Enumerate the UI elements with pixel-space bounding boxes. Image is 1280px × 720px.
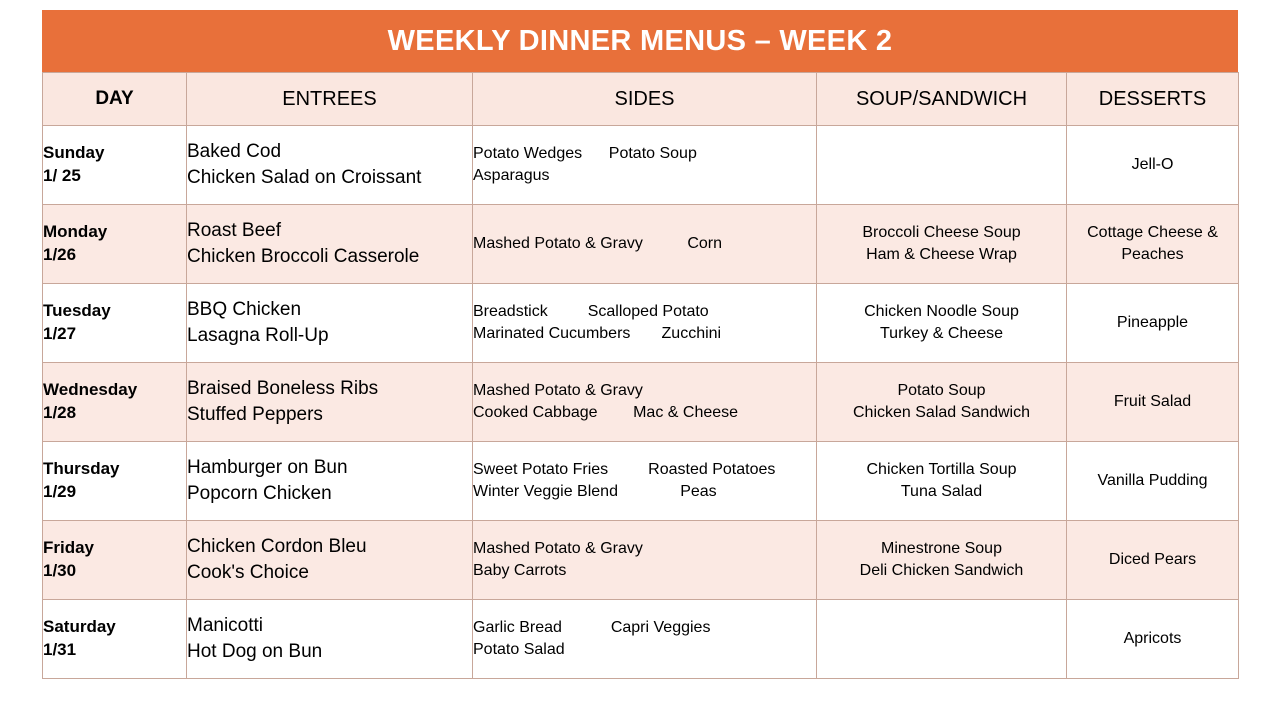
cell-entrees-line: Chicken Salad on Croissant xyxy=(187,167,422,188)
cell-day xyxy=(43,521,187,600)
cell-entrees xyxy=(187,126,473,205)
cell-dessert-line: Apricots xyxy=(1123,630,1182,648)
cell-day-line: 1/31 xyxy=(43,640,77,659)
table-row xyxy=(43,126,1239,205)
cell-entrees-line: Stuffed Peppers xyxy=(187,404,323,425)
table-row xyxy=(43,442,1239,521)
cell-dessert-line: Cottage Cheese & xyxy=(1087,224,1218,242)
cell-day xyxy=(43,284,187,363)
cell-entrees-line: Lasagna Roll-Up xyxy=(187,325,329,346)
cell-sides xyxy=(473,521,817,600)
cell-entrees-line: Braised Boneless Ribs xyxy=(187,378,379,400)
cell-dessert-line: Diced Pears xyxy=(1108,551,1197,569)
cell-sides xyxy=(473,126,817,205)
cell-entrees-line: Hamburger on Bun xyxy=(187,457,348,479)
cell-soup-sandwich-line: Deli Chicken Sandwich xyxy=(859,562,1024,579)
cell-sides-line: Winter Veggie Blend Peas xyxy=(473,483,717,500)
cell-dessert xyxy=(1067,442,1239,521)
cell-entrees-line: Manicotti xyxy=(187,615,264,637)
cell-sides xyxy=(473,205,817,284)
cell-soup-sandwich-line: Ham & Cheese Wrap xyxy=(866,246,1017,263)
cell-day-line: 1/29 xyxy=(43,482,77,501)
cell-day xyxy=(43,442,187,521)
cell-day xyxy=(43,600,187,679)
cell-dessert-line: Vanilla Pudding xyxy=(1097,472,1208,490)
column-header-soup-sandwich: SOUP/SANDWICH xyxy=(817,73,1067,126)
cell-sides-line: Asparagus xyxy=(473,167,550,184)
cell-dessert xyxy=(1067,126,1239,205)
cell-sides xyxy=(473,600,817,679)
cell-sides xyxy=(473,363,817,442)
cell-soup-sandwich-line: Chicken Tortilla Soup xyxy=(866,461,1017,479)
cell-dessert xyxy=(1067,521,1239,600)
cell-soup-sandwich-line: Potato Soup xyxy=(897,382,986,400)
page-title: WEEKLY DINNER MENUS – WEEK 2 xyxy=(42,10,1238,72)
cell-sides-line: Mashed Potato & Gravy xyxy=(473,382,643,400)
cell-soup-sandwich xyxy=(817,521,1067,600)
cell-soup-sandwich xyxy=(817,126,1067,205)
table-row xyxy=(43,284,1239,363)
cell-dessert-line: Fruit Salad xyxy=(1113,393,1192,411)
cell-entrees-line: Roast Beef xyxy=(187,220,281,242)
header-row xyxy=(43,73,1239,126)
cell-day-line: Tuesday xyxy=(43,301,111,321)
cell-sides-line: Breadstick Scalloped Potato xyxy=(473,303,709,321)
cell-day xyxy=(43,126,187,205)
cell-sides-line: Garlic Bread Capri Veggies xyxy=(473,619,711,637)
cell-entrees-line: Chicken Cordon Bleu xyxy=(187,536,367,558)
cell-dessert-line: Pineapple xyxy=(1116,314,1189,332)
column-header-desserts: DESSERTS xyxy=(1067,73,1239,126)
cell-entrees xyxy=(187,521,473,600)
cell-soup-sandwich xyxy=(817,205,1067,284)
cell-day-line: Thursday xyxy=(43,459,120,479)
cell-soup-sandwich-line: Tuna Salad xyxy=(900,483,983,500)
cell-day-line: Friday xyxy=(43,538,95,558)
cell-entrees-line: Chicken Broccoli Casserole xyxy=(187,246,420,267)
cell-soup-sandwich xyxy=(817,284,1067,363)
cell-sides-line: Sweet Potato Fries Roasted Potatoes xyxy=(473,461,776,479)
cell-day-line: 1/30 xyxy=(43,561,77,580)
cell-entrees xyxy=(187,363,473,442)
table-row xyxy=(43,205,1239,284)
table-body xyxy=(43,126,1239,679)
cell-entrees-line: BBQ Chicken xyxy=(187,299,302,321)
cell-day-line: Saturday xyxy=(43,617,116,637)
cell-day-line: Wednesday xyxy=(43,380,138,400)
cell-dessert-line: Jell-O xyxy=(1131,156,1174,174)
column-header-day: DAY xyxy=(43,73,187,126)
cell-sides-line: Cooked Cabbage Mac & Cheese xyxy=(473,404,739,421)
cell-sides xyxy=(473,284,817,363)
cell-sides-line: Potato Wedges Potato Soup xyxy=(473,145,697,163)
cell-entrees-line: Baked Cod xyxy=(187,141,282,163)
cell-soup-sandwich-line: Chicken Noodle Soup xyxy=(864,303,1019,321)
cell-sides-line: Potato Salad xyxy=(473,641,565,658)
table-header xyxy=(43,73,1239,126)
cell-soup-sandwich-line: Minestrone Soup xyxy=(881,540,1002,558)
cell-soup-sandwich-line: Broccoli Cheese Soup xyxy=(862,224,1021,242)
cell-sides-line: Mashed Potato & Gravy xyxy=(473,540,643,558)
cell-dessert xyxy=(1067,284,1239,363)
cell-day-line: 1/28 xyxy=(43,403,77,422)
cell-entrees-line: Cook's Choice xyxy=(187,562,309,583)
cell-sides-line: Marinated Cucumbers Zucchini xyxy=(473,325,722,342)
cell-day-line: 1/ 25 xyxy=(43,166,81,185)
cell-entrees-line: Popcorn Chicken xyxy=(187,483,332,504)
cell-soup-sandwich-line: Chicken Salad Sandwich xyxy=(853,404,1030,421)
cell-day-line: Monday xyxy=(43,222,108,242)
cell-sides-line: Baby Carrots xyxy=(473,562,567,579)
table-row xyxy=(43,521,1239,600)
cell-day-line: Sunday xyxy=(43,143,105,163)
cell-soup-sandwich-line: Turkey & Cheese xyxy=(879,325,1003,342)
cell-dessert xyxy=(1067,363,1239,442)
cell-day-line: 1/27 xyxy=(43,324,77,343)
cell-soup-sandwich xyxy=(817,600,1067,679)
cell-dessert xyxy=(1067,205,1239,284)
cell-entrees xyxy=(187,442,473,521)
weekly-menu-table xyxy=(42,72,1239,679)
cell-sides xyxy=(473,442,817,521)
column-header-sides: SIDES xyxy=(473,73,817,126)
cell-soup-sandwich xyxy=(817,442,1067,521)
cell-dessert xyxy=(1067,600,1239,679)
cell-entrees xyxy=(187,600,473,679)
cell-day xyxy=(43,205,187,284)
cell-entrees xyxy=(187,284,473,363)
cell-soup-sandwich xyxy=(817,363,1067,442)
table-row xyxy=(43,363,1239,442)
column-header-entrees: ENTREES xyxy=(187,73,473,126)
cell-sides-line: Mashed Potato & Gravy Corn xyxy=(473,235,722,253)
cell-entrees-line: Hot Dog on Bun xyxy=(187,641,323,662)
cell-dessert-line: Peaches xyxy=(1121,246,1184,263)
table-row xyxy=(43,600,1239,679)
cell-day xyxy=(43,363,187,442)
cell-day-line: 1/26 xyxy=(43,245,77,264)
cell-entrees xyxy=(187,205,473,284)
